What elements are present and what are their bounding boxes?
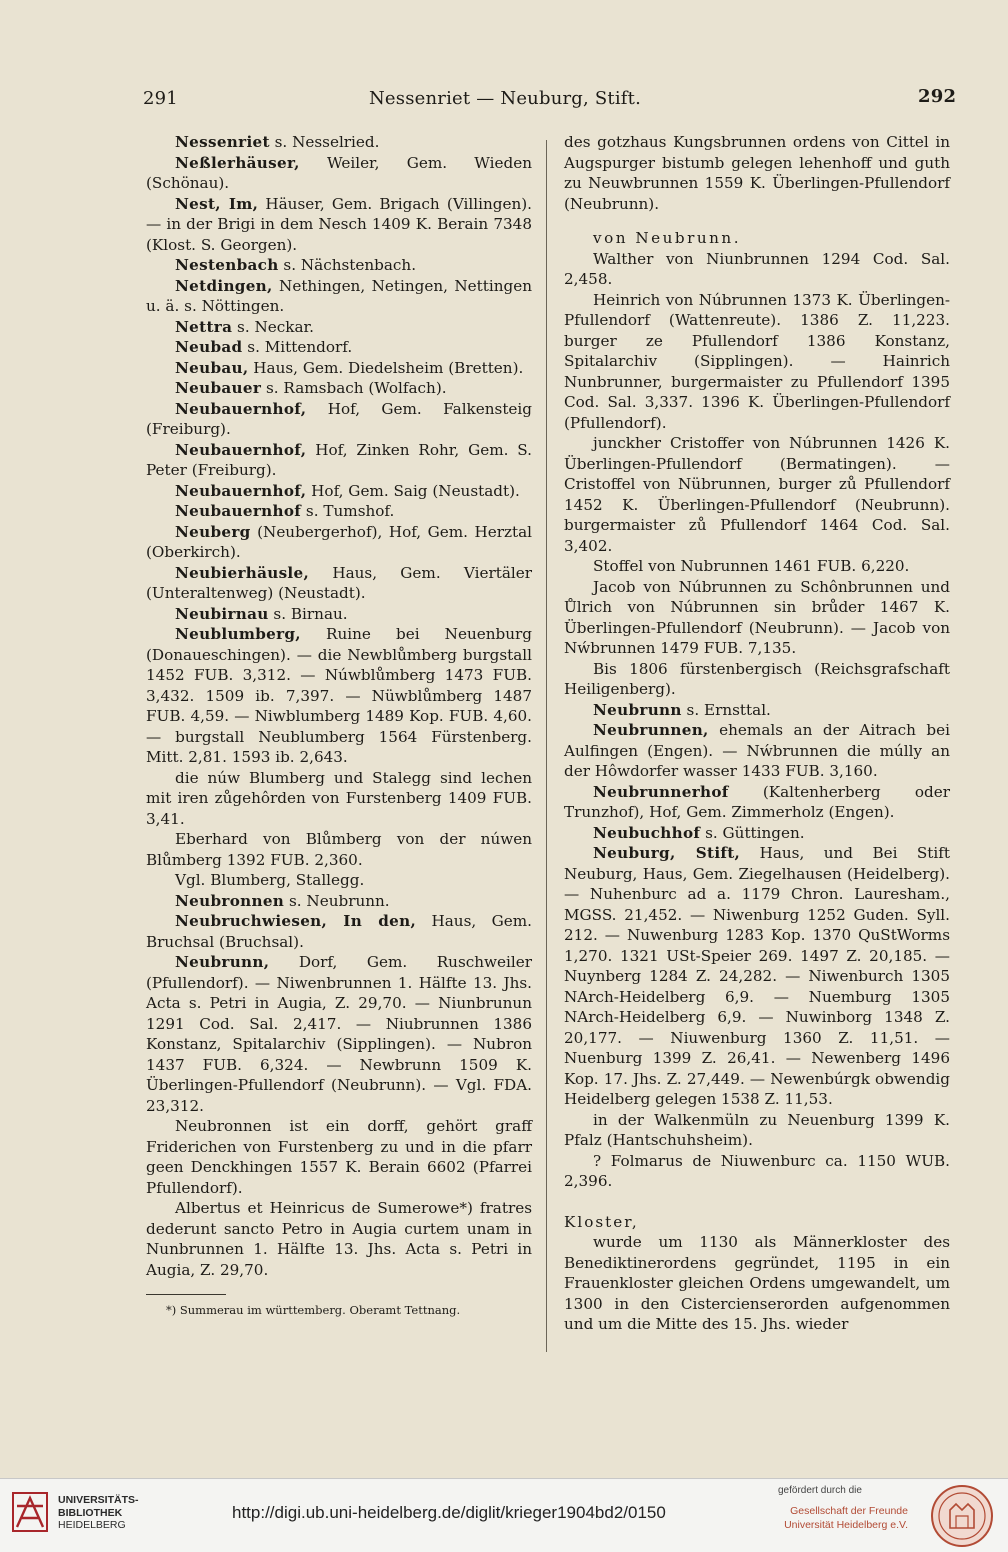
running-title: Nessenriet — Neuburg, Stift. [368,88,642,109]
entry-neublumberg-vgl: Vgl. Blumberg, Stallegg. [175,871,365,889]
entry-nessenriet: Nessenriet s. Nesselried. [175,133,380,151]
library-logo-icon [12,1492,48,1532]
entry-fuerstenbergisch: Bis 1806 fürstenbergisch (Reichsgrafschaft Heiligenberg). [564,659,950,698]
left-column [146,132,532,1318]
entry-neuburg-stift: Neuburg, Stift, Haus, und Bei Stift Neuburg, Haus, Gem. Ziegelhausen (Heidelberg). — Nuhenburc ad a. 1179 Chron. Lauresham., MGSS. 21,452. — Niwenburg 1252 Guden. Syll. 212. — Nuwenburg 1283 Kop. 1370 QuStWorms 1,270. 1321 USt-Speier 269. 1497 Z. 20,185. — Nuynberg 1284 Z. 24,282. — Niwenburch 1305 NArch-Heidelberg 6,9. — Nuemburg 1305 NArch-Heidelberg 6,9. — Nuwinborg 1348 Z. 20,177. — Niuwenburg 1360 Z. 11,51. — Nuenburg 1399 Z. 26,41. — Newenberg 1496 Kop. 17. Jhs. Z. 27,449. — Newenbúrgk obwendig Heidelberg gelegen 1538 Z. 11,53. [564,844,950,1108]
entry-neubrunn-quote-1: Neubronnen ist ein dorff, gehört graff Friderichen von Furstenberg zu und in die pfarr geen Denckhingen 1557 K. Berain 6602 (Pfarrei Pfullendorf). [146,1117,532,1197]
entry-neubruchwiesen: Neubruchwiesen, In den, Haus, Gem. Bruchsal (Bruchsal). [146,912,532,951]
entry-neubierhaeusle: Neubierhäusle, Haus, Gem. Viertäler (Unteraltenweg) (Neustadt). [146,563,532,602]
entry-neubad: Neubad s. Mittendorf. [175,338,353,356]
entry-neuberg: Neuberg (Neubergerhof), Hof, Gem. Herztal (Oberkirch). [146,522,532,561]
page-number-right: 292 [918,86,957,107]
entry-nettra: Nettra s. Neckar. [175,317,314,336]
entry-nestenbach: Nestenbach s. Nächstenbach. [175,256,417,274]
entry-neubuchhof: Neubuchhof s. Güttingen. [593,823,805,842]
footnote-rule [146,1294,226,1295]
entry-walkenmueln: in der Walkenmüln zu Neuenburg 1399 K. Pfalz (Hantschuhsheim). [564,1110,950,1149]
university-seal-icon [930,1484,994,1548]
entry-kloster-history: wurde um 1130 als Männerkloster des Benediktinerordens gegründet, 1195 in ein Frauenkloster gleichen Ordens umgewandelt, um 1300 in den Cistercienserorden aufgenommen und um die Mitte des 15. Jhs. wieder [564,1233,950,1333]
entry-neubrunnen: Neubrunnen, ehemals an der Aitrach bei Aulfingen (Engen). — Nẃbrunnen die múlly an der Hôwdorfer wasser 1433 FUB. 3,160. [564,721,950,780]
library-name: UNIVERSITÄTS- BIBLIOTHEK HEIDELBERG [58,1494,139,1531]
entry-neubauer: Neubauer s. Ramsbach (Wolfach). [175,379,447,397]
section-von-neubrunn: von Neubrunn. [593,229,742,247]
entry-neubauernhof-3: Neubauernhof, Hof, Gem. Saig (Neustadt). [175,481,520,500]
entry-neubau: Neubau, Haus, Gem. Diedelsheim (Bretten). [175,358,524,377]
entry-cristoffer: junckher Cristoffer von Núbrunnen 1426 K. Überlingen-Pfullendorf (Bermatingen). — Cristoffel von Nübrunnen, burger zů Pfullendorf 1452 K. Überlingen-Pfullendorf (Neubrunn). burgermaister zů Pfullendorf 1464 Cod. Sal. 3,402. [564,434,950,555]
entry-nest-im: Nest, Im, Häuser, Gem. Brigach (Villingen). — in der Brigi in dem Nesch 1409 K. Berain 7348 (Klost. S. Georgen). [146,194,532,254]
entry-neubrunn-ernsttal: Neubrunn s. Ernsttal. [593,700,771,719]
entry-jacob: Jacob von Núbrunnen zu Schônbrunnen und Ůlrich von Núbrunnen sin brůder 1467 K. Überlingen-Pfullendorf (Neubrunn). — Jacob von Nẃbrunnen 1479 FUB. 7,135. [564,577,950,657]
entry-neubrunn: Neubrunn, Dorf, Gem. Ruschweiler (Pfullendorf). — Niwenbrunnen 1. Hälfte 13. Jhs. Acta s. Petri in Augia, Z. 29,70. — Niunbrunun 1291 Cod. Sal. 2,417. — Niubrunnen 1386 Konstanz, Spitalarchiv (Sipplingen). — Nubron 1437 FUB. 6,324. — Newbrunn 1509 K. Überlingen-Pfullendorf (Neubrunn). — Vgl. FDA. 23,312. [146,953,532,1115]
right-column [564,132,950,1335]
entry-walther: Walther von Niunbrunnen 1294 Cod. Sal. 2,458. [564,249,950,288]
section-kloster: Kloster, [564,1212,639,1231]
entry-neubrunn-continued: des gotzhaus Kungsbrunnen ordens von Cittel in Augspurger bistumb gelegen lehenhoff und guth zu Neuwbrunnen 1559 K. Überlingen-Pfullendorf (Neubrunn). [564,133,950,213]
entry-neubrunnerhof: Neubrunnerhof (Kaltenherberg oder Trunzhof), Hof, Gem. Zimmerholz (Engen). [564,782,950,821]
entry-neubirnau: Neubirnau s. Birnau. [175,604,348,623]
entry-neubauernhof-1: Neubauernhof, Hof, Gem. Falkensteig (Freiburg). [146,399,532,438]
entry-neublumberg: Neublumberg, Ruine bei Neuenburg (Donaueschingen). — die Newblůmberg burgstall 1452 FUB. 3,312. — Núwblůmberg 1473 FUB. 3,432. 1509 ib. 7,397. — Nüwblůmberg 1487 FUB. 4,59. — Niwblumberg 1489 Kop. FUB. 4,60. — burgstall Neublumberg 1564 Fürstenberg. Mitt. 2,81. 1593 ib. 2,643. [146,625,532,766]
entry-neubauernhof-2: Neubauernhof, Hof, Zinken Rohr, Gem. S. Peter (Freiburg). [146,440,532,479]
entry-heinrich: Heinrich von Núbrunnen 1373 K. Überlingen-Pfullendorf (Wattenreute). 1386 Z. 11,223. burger ze Pfullendorf 1386 Konstanz, Spitalarchiv (Sipplingen). — Hainrich Nunbrunner, burgermaister zu Pfullendorf 1395 Cod. Sal. 3,337. 1396 K. Überlingen-Pfullendorf (Pfullendorf). [564,290,950,432]
entry-neublumberg-quote-2: Eberhard von Blůmberg von der núwen Blůmberg 1392 FUB. 2,360. [146,830,532,869]
entry-nesslerhaeuser: Neßlerhäuser, Weiler, Gem. Wieden (Schönau). [146,153,532,192]
entry-folmarus: ? Folmarus de Niuwenburc ca. 1150 WUB. 2,396. [564,1151,950,1190]
entry-neubronnen: Neubronnen s. Neubrunn. [175,891,390,910]
entry-neubauernhof-4: Neubauernhof s. Tumshof. [175,502,395,520]
footnote: *) Summerau im württemberg. Oberamt Tettnang. [166,1303,461,1317]
entry-neubrunn-quote-2: Albertus et Heinricus de Sumerowe*) fratres dederunt sancto Petro in Augia curtem unam in Nunbrunnen 1. Hälfte 13. Jhs. Acta s. Petri in Augia, Z. 29,70. [146,1199,532,1279]
entry-netdingen: Netdingen, Nethingen, Netingen, Nettingen u. ä. s. Nöttingen. [146,276,532,315]
entry-neublumberg-quote-1: die núw Blumberg und Stalegg sind lechen mit iren zůgehôrden von Furstenberg 1409 FUB. 3,41. [146,768,532,828]
viewer-footer [0,1478,1008,1552]
column-divider [546,140,547,1352]
permalink-url[interactable]: http://digi.ub.uni-heidelberg.de/diglit/krieger1904bd2/0150 [232,1503,666,1522]
entry-stoffel: Stoffel von Nubrunnen 1461 FUB. 6,220. [593,557,910,575]
sponsor-block: gefördert durch die Gesellschaft der Freunde Universität Heidelberg e.V. [778,1485,908,1531]
page-number-left: 291 [143,88,178,109]
